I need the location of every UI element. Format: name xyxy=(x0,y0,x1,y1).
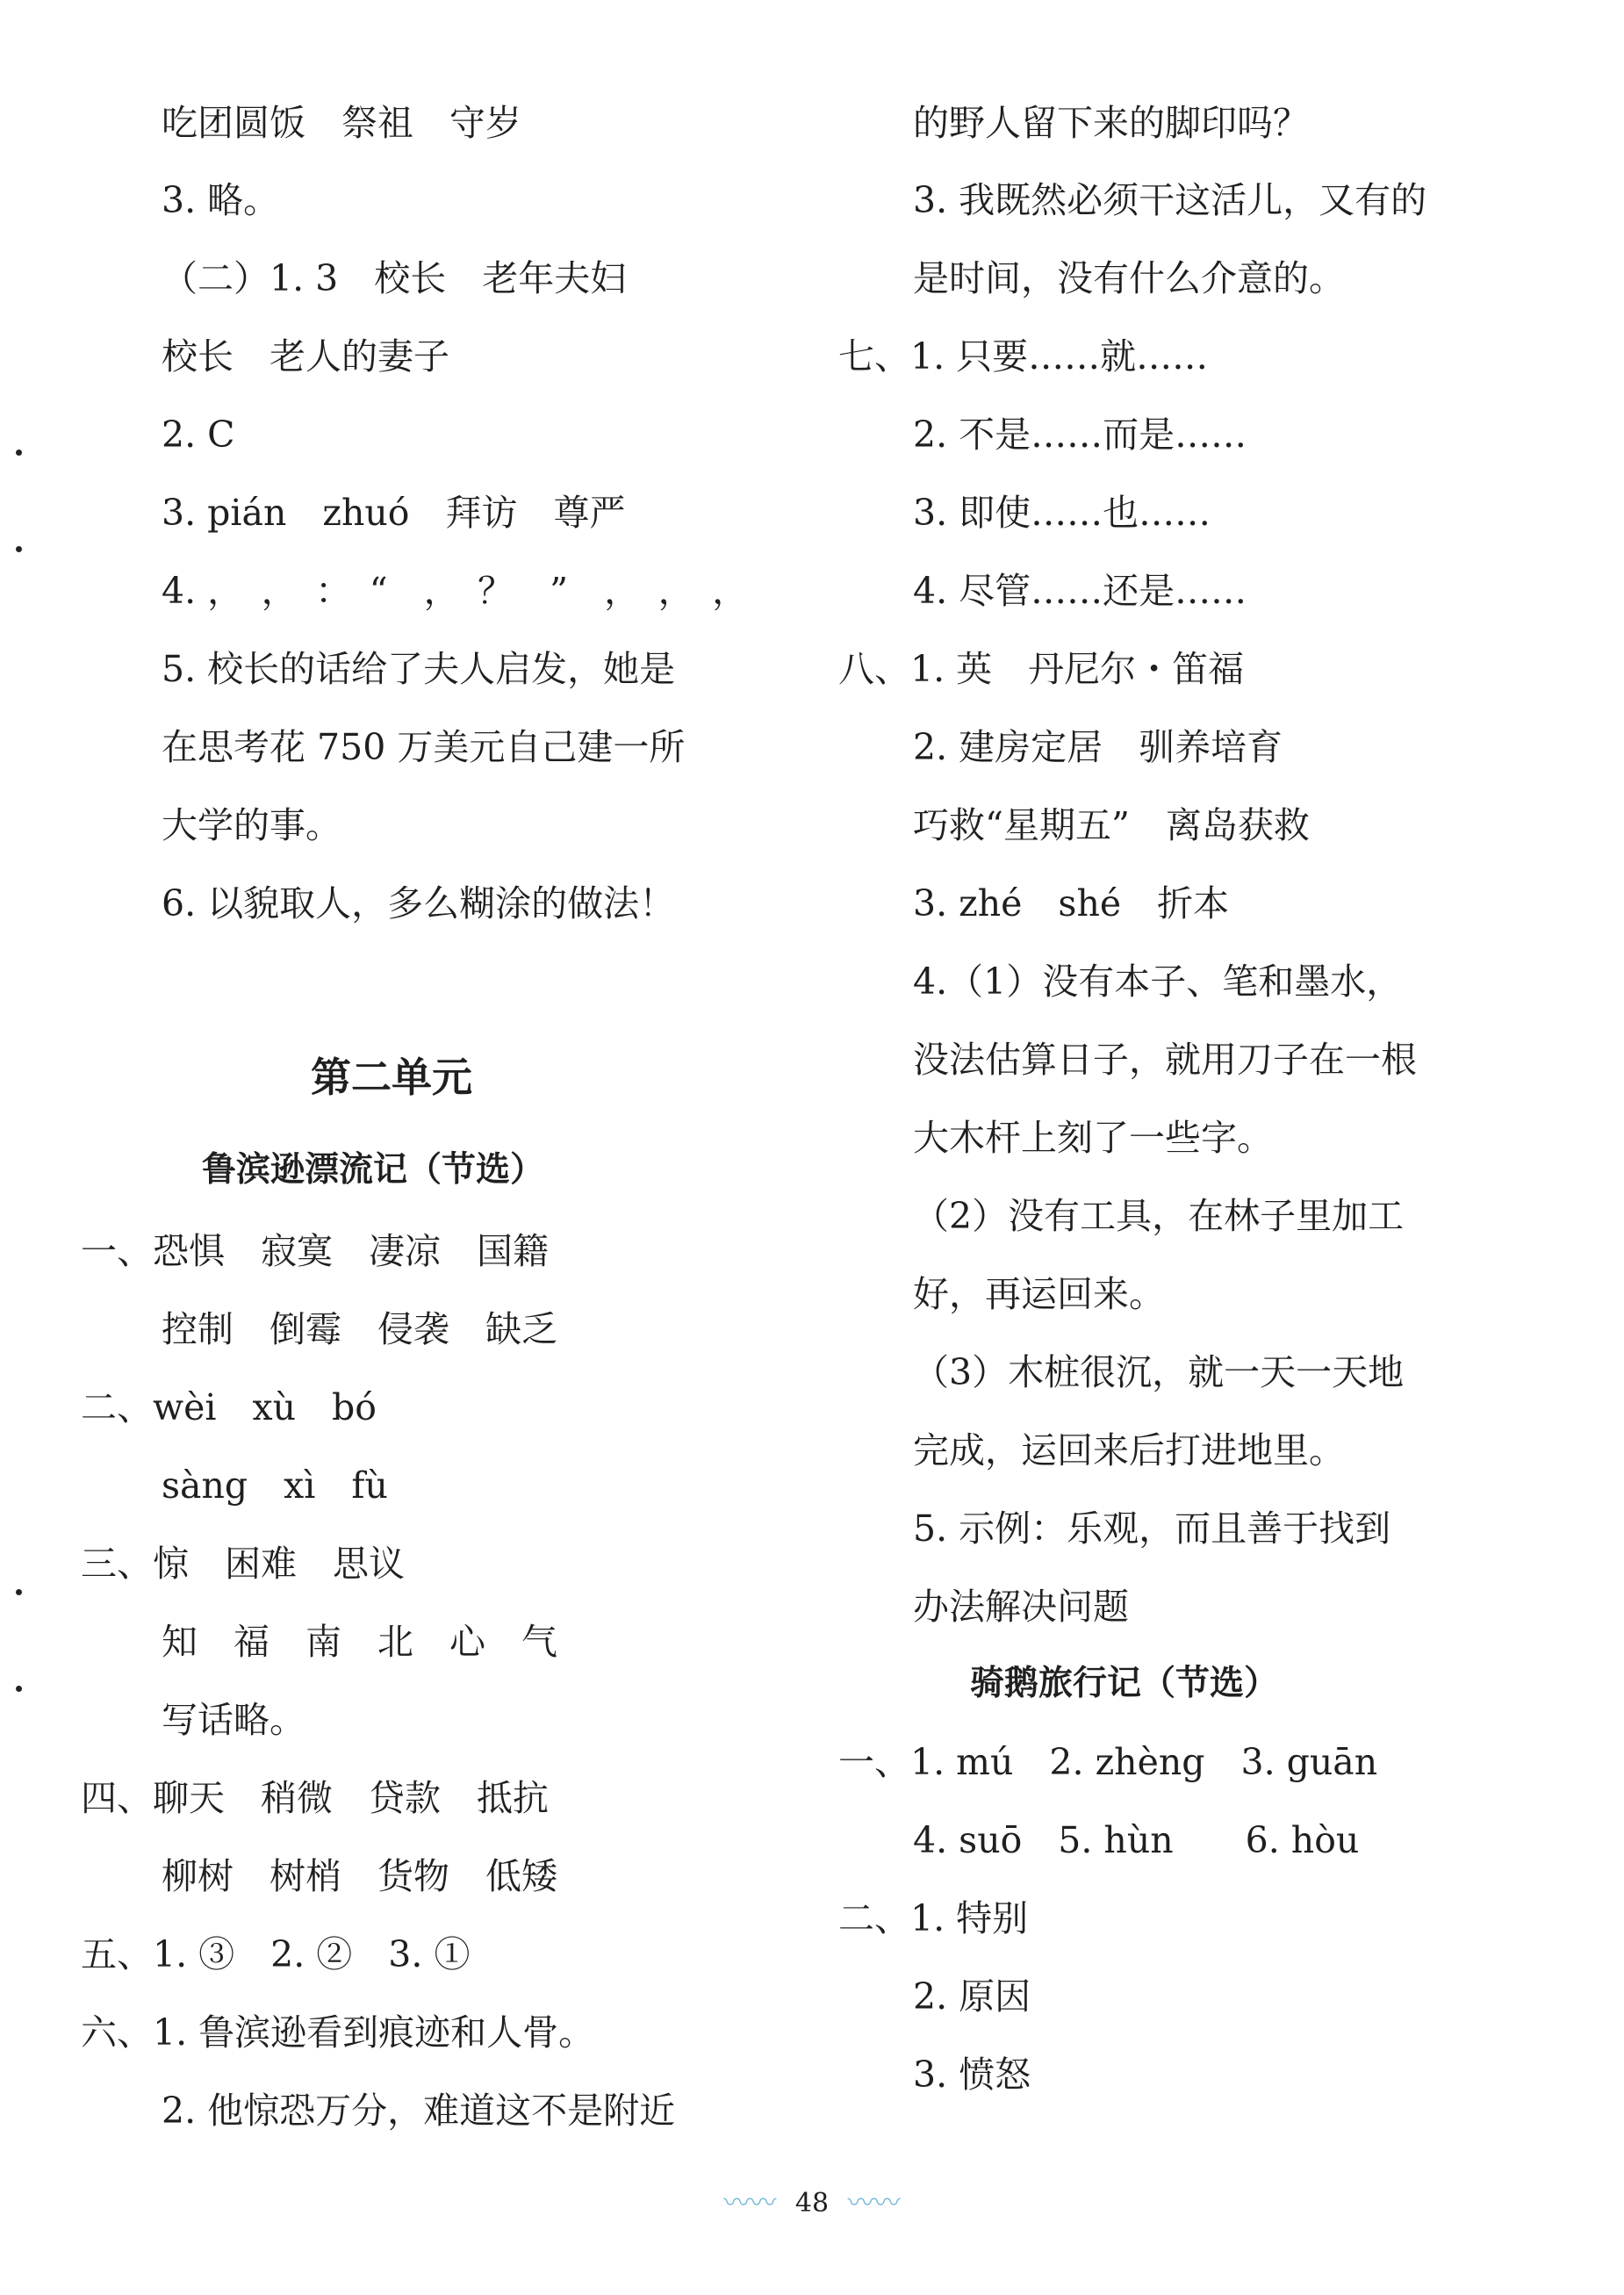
answer-line: 柳树 树梢 货物 低矮 xyxy=(162,1855,557,1897)
left-ornament-icon: 〰〰 xyxy=(723,2188,777,2219)
answer-line: 3. 我既然必须干这活儿，又有的 xyxy=(913,179,1427,221)
answer-line: 在思考花 750 万美元自己建一所 xyxy=(162,726,686,768)
answer-line: 3. 愤怒 xyxy=(913,2054,1031,2096)
answer-line: 二、1. 特别 xyxy=(838,1897,1029,1939)
answer-line: 2. 原因 xyxy=(913,1975,1031,2018)
answer-line: 2. C xyxy=(162,414,235,456)
answer-line: 控制 倒霉 侵袭 缺乏 xyxy=(162,1308,557,1350)
answer-line: 3. pián zhuó 拜访 尊严 xyxy=(162,492,626,534)
answer-line: （2）没有工具，在林子里加工 xyxy=(913,1195,1405,1237)
answer-line: 知 福 南 北 心 气 xyxy=(162,1621,557,1663)
answer-line: 2. 不是……而是…… xyxy=(913,414,1247,456)
answer-line: 4. suō 5. hùn 6. hòu xyxy=(913,1819,1360,1861)
answer-line: 3. 略。 xyxy=(162,179,280,221)
answer-line: 六、1. 鲁滨逊看到痕迹和人骨。 xyxy=(81,2011,595,2054)
answer-line: 大学的事。 xyxy=(162,804,341,846)
answer-line: 2. 建房定居 驯养培育 xyxy=(913,726,1283,768)
answer-line: （3）木桩很沉，就一天一天地 xyxy=(913,1351,1405,1393)
answer-line: 五、1. ③ 2. ② 3. ① xyxy=(81,1933,471,1975)
answer-line: 吃团圆饭 祭祖 守岁 xyxy=(162,102,521,144)
answer-line: 6. 以貌取人，多么糊涂的做法！ xyxy=(162,882,676,924)
answer-line: 2. 他惊恐万分，难道这不是附近 xyxy=(162,2090,676,2132)
section-title: 骑鹅旅行记（节选） xyxy=(970,1664,1279,1703)
answer-line: 是时间，没有什么介意的。 xyxy=(913,257,1345,299)
right-ornament-icon: 〰〰 xyxy=(847,2188,901,2219)
answer-line: 5. 示例：乐观，而且善于找到 xyxy=(913,1507,1391,1550)
answer-line: 5. 校长的话给了夫人启发，她是 xyxy=(162,648,676,690)
answer-line: 4. ， ， ： “ ， ？ ” ， ， ， xyxy=(162,570,749,612)
answer-line: 大木杆上刻了一些字。 xyxy=(913,1117,1273,1159)
answer-line: 写话略。 xyxy=(162,1699,305,1741)
answer-line: 七、1. 只要……就…… xyxy=(838,335,1209,378)
answer-line: 八、1. 英 丹尼尔・笛福 xyxy=(838,648,1245,690)
answer-line: 4. 尽管……还是…… xyxy=(913,570,1247,612)
answer-line: 二、wèi xù bó xyxy=(81,1386,377,1428)
answer-line: 3. zhé shé 折本 xyxy=(913,882,1230,924)
answer-line: 校长 老人的妻子 xyxy=(162,335,449,378)
margin-speck xyxy=(16,450,22,456)
answer-line: 四、聊天 稍微 贷款 抵抗 xyxy=(81,1777,549,1819)
margin-speck xyxy=(16,546,22,552)
answer-line: 三、惊 困难 思议 xyxy=(81,1543,405,1585)
answer-line: 办法解决问题 xyxy=(913,1586,1129,1628)
answer-line: 的野人留下来的脚印吗？ xyxy=(913,102,1309,144)
margin-speck xyxy=(16,1589,22,1595)
answer-line: 没法估算日子，就用刀子在一根 xyxy=(913,1039,1417,1081)
answer-line: 巧救“星期五” 离岛获救 xyxy=(913,804,1310,846)
unit-title: 第二单元 xyxy=(311,1054,472,1101)
answer-line: 4.（1）没有本子、笔和墨水， xyxy=(913,960,1403,1003)
answer-line: 完成，运回来后打进地里。 xyxy=(913,1429,1345,1471)
page-number: 48 xyxy=(794,2188,830,2219)
answer-line: 3. 即使……也…… xyxy=(913,492,1211,534)
page-footer xyxy=(0,2186,1624,2221)
answer-line: sàng xì fù xyxy=(162,1464,388,1507)
answer-line: 一、1. mú 2. zhèng 3. guān xyxy=(838,1741,1378,1783)
answer-line: （二）1. 3 校长 老年夫妇 xyxy=(162,257,627,299)
margin-speck xyxy=(16,1686,22,1692)
section-title: 鲁滨逊漂流记（节选） xyxy=(202,1150,545,1190)
answer-line: 好，再运回来。 xyxy=(913,1273,1165,1315)
answer-line: 一、恐惧 寂寞 凄凉 国籍 xyxy=(81,1230,549,1272)
